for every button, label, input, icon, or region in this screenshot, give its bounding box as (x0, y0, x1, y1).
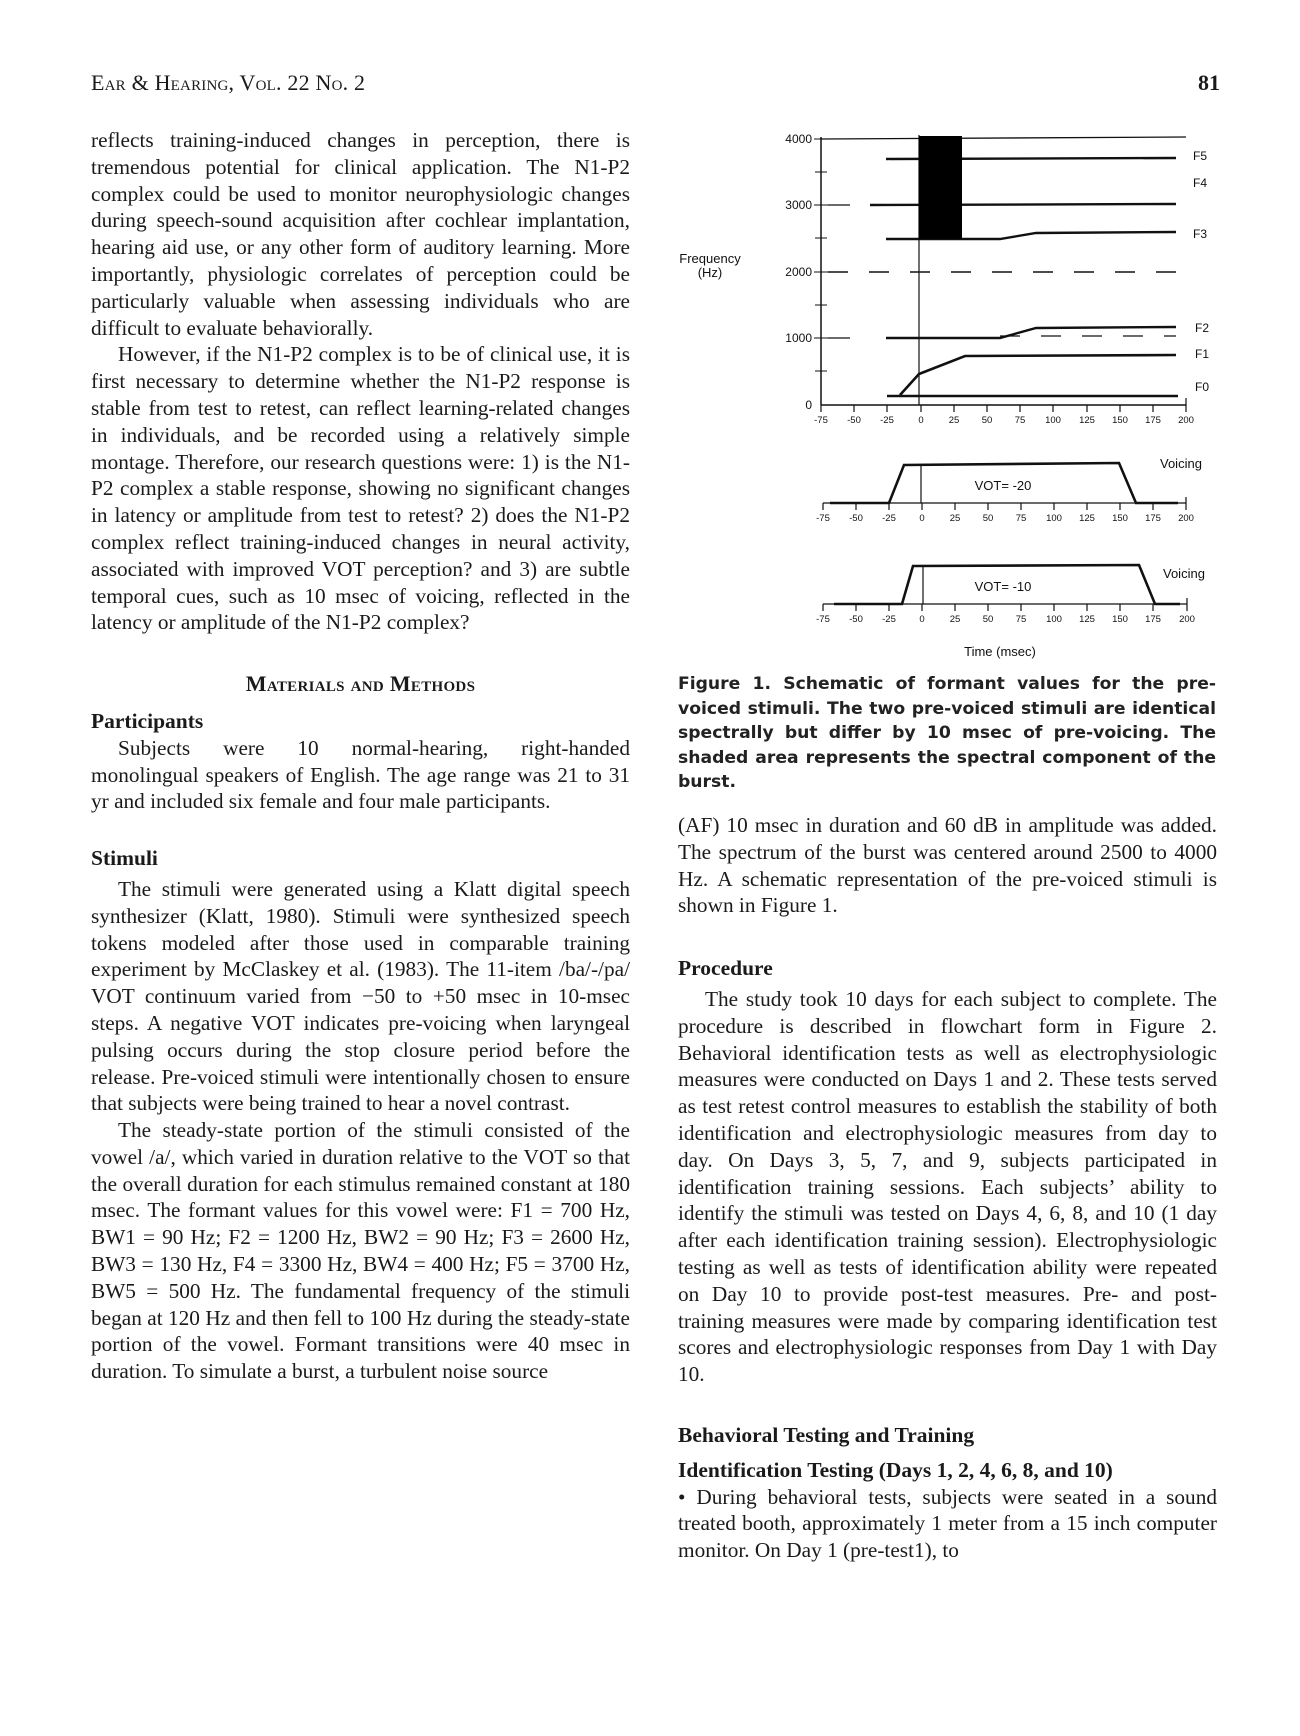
procedure-paragraph: The study took 10 days for each subject to complete. The procedure is described in flowchart form in Figure 2. Behavioral identification tests as well as electrophysiologic measures were conducted on Days 1 and 2. These tests served as test retest control measures to establish the stability of both identification and electrophysiologic measures from day to day. On Days 3, 5, 7, and 9, subjects participated in identification training sessions. Each subjects’ ability to identify the stimuli was tested on Days 4, 6, 8, and 10 (1 day after each identification training session). Electrophysiologic testing as well as tests of identification ability were repeated on Day 10 to provide post-test measures. Pre- and post-training measures were made by comparing identification test scores and electrophysiologic responses from Day 1 with Day 10. (678, 986, 1217, 1387)
x-tick: 175 (1145, 513, 1161, 524)
burst-paragraph: (AF) 10 msec in duration and 60 dB in amplitude was added. The spectrum of the burst was centered around 2500 to 4000 Hz. A schematic representation of the pre-voiced stimuli is shown in Figure 1. (678, 813, 1217, 918)
x-tick: 0 (918, 415, 924, 426)
voicing-label: Voicing (1160, 456, 1202, 471)
x-tick: 75 (1014, 415, 1026, 426)
page-number: 81 (1198, 70, 1220, 95)
x-tick: 150 (1112, 513, 1128, 524)
x-tick: -50 (849, 513, 863, 524)
heading-stimuli: Stimuli (91, 846, 158, 871)
x-tick: 25 (949, 513, 961, 524)
formant-label-f0: F0 (1195, 380, 1210, 394)
heading-behavioral-testing: Behavioral Testing and Training (678, 1422, 975, 1447)
x-tick: 50 (982, 513, 994, 524)
y-axis-label-unit: (Hz) (697, 265, 723, 280)
x-tick: 125 (1079, 614, 1095, 625)
intro-paragraph-2: However, if the N1-P2 complex is to be of clinical use, it is first necessary to determine whether the N1-P2 response is stable from test to retest, can reflect learning-related changes in individuals, and be recorded using a relatively simple montage. Therefore, our research questions were: 1) is the N1-P2 complex a stable response, showing no significant changes in latency or amplitude from test to retest? 2) does the N1-P2 complex reflect training-induced changes in neural activity, associated with improved VOT perception? and 3) are subtle temporal cues, such as 10 msec of voicing, reflected in the latency or amplitude of the N1-P2 complex? (91, 342, 630, 635)
burst-shaded-area (919, 136, 962, 239)
heading-procedure: Procedure (678, 956, 773, 981)
x-tick: 100 (1046, 614, 1062, 625)
vot-20-label: VOT= -20 (974, 478, 1032, 493)
stimuli-paragraph-1: The stimuli were generated using a Klatt digital speech synthesizer (Klatt, 1980). Stimuli were synthesized speech tokens modeled after those used in comparable training experiment by McClaskey et al. (1983). The 11-item /ba/-/pa/ VOT continuum varied from −50 to +50 msec in 10-msec steps. A negative VOT indicates pre-voicing when laryngeal pulsing occurs during the stop closure period before the release. Pre-voiced stimuli were intentionally chosen to ensure that subjects were being trained to hear a novel contrast. (91, 876, 630, 1116)
intro-paragraph-1: reflects training-induced changes in perception, there is tremendous potential for clinical application. The N1-P2 complex could be used to monitor neurophysiologic changes during speech-sound acquisition after cochlear implantation, hearing aid use, or any other form of auditory learning. More importantly, physiologic correlates of perception could be particularly valuable when assessing individuals who are difficult to evaluate behaviorally. (91, 128, 630, 340)
section-title-materials-methods: Materials and Methods (245, 671, 476, 697)
identification-paragraph: • During behavioral tests, subjects were seated in a sound treated booth, approximately 1 meter from a 15 inch computer monitor. On Day 1 (pre-test1), to (678, 1484, 1217, 1563)
x-tick: 100 (1046, 513, 1062, 524)
voicing-label: Voicing (1163, 566, 1205, 581)
x-tick: 175 (1145, 415, 1161, 426)
x-tick: -25 (880, 415, 894, 426)
x-tick: 175 (1145, 614, 1161, 625)
x-tick: -75 (816, 614, 830, 625)
x-tick: 125 (1079, 415, 1095, 426)
x-tick: 75 (1015, 614, 1027, 625)
x-tick: -50 (849, 614, 863, 625)
x-tick: -25 (882, 513, 896, 524)
participants-paragraph: Subjects were 10 normal-hearing, right-handed monolingual speakers of English. The age range was 21 to 31 yr and included six female and four male participants. (91, 735, 630, 814)
y-tick: 4000 (785, 132, 812, 146)
formant-label-f1: F1 (1195, 347, 1210, 361)
formant-panel (814, 135, 1186, 412)
y-tick: 3000 (785, 198, 812, 212)
x-tick: 50 (981, 415, 993, 426)
x-tick: 25 (949, 614, 961, 625)
x-tick: -75 (816, 513, 830, 524)
x-tick: 200 (1178, 415, 1194, 426)
formant-label-f2: F2 (1195, 321, 1210, 335)
stimuli-paragraph-2: The steady-state portion of the stimuli consisted of the vowel /a/, which varied in duration relative to the VOT so that the overall duration for each stimulus remained constant at 180 msec. The formant values for this vowel were: F1 = 700 Hz, BW1 = 90 Hz; F2 = 1200 Hz, BW2 = 90 Hz; F3 = 2600 Hz, BW3 = 130 Hz, F4 = 3300 Hz, BW4 = 400 Hz; F5 = 3700 Hz, BW5 = 500 Hz. The fundamental frequency of the stimuli began at 120 Hz and then fell to 100 Hz during the steady-state portion of the vowel. Formant transitions were 40 msec in duration. To simulate a burst, a turbulent noise source (91, 1118, 630, 1384)
figure-caption: Figure 1. Schematic of formant values for the pre-voiced stimuli. The two pre-voiced stimuli are identical spectrally but differ by 10 msec of pre-voicing. The shaded area represents the spectral component of the burst. (678, 674, 1216, 792)
x-tick: 25 (948, 415, 960, 426)
right-column (678, 812, 1217, 1564)
heading-participants: Participants (91, 708, 204, 733)
y-tick: 2000 (785, 265, 812, 279)
x-tick: 150 (1112, 614, 1128, 625)
x-tick: 50 (982, 614, 994, 625)
formant-label-f4: F4 (1193, 176, 1208, 190)
y-tick: 1000 (785, 331, 812, 345)
x-tick: -50 (847, 415, 861, 426)
x-tick: 125 (1079, 513, 1095, 524)
x-tick: 75 (1015, 513, 1027, 524)
x-axis-label: Time (msec) (964, 644, 1036, 659)
figure-1 (0, 0, 1300, 680)
x-tick: 0 (919, 513, 925, 524)
vot-10-label: VOT= -10 (974, 579, 1032, 594)
x-tick: 200 (1178, 513, 1194, 524)
x-tick: 100 (1045, 415, 1061, 426)
heading-identification-testing: Identification Testing (Days 1, 2, 4, 6, 8, and 10) (678, 1457, 1113, 1482)
y-axis-label: Frequency (679, 251, 741, 266)
x-tick: 0 (919, 614, 925, 625)
x-tick: -75 (814, 415, 828, 426)
running-head: Ear & Hearing, Vol. 22 No. 2 (91, 70, 366, 95)
x-tick: 200 (1179, 614, 1195, 625)
x-tick: -25 (882, 614, 896, 625)
y-tick: 0 (805, 398, 812, 412)
formant-label-f3: F3 (1193, 227, 1208, 241)
formant-label-f5: F5 (1193, 149, 1208, 163)
x-tick: 150 (1112, 415, 1128, 426)
